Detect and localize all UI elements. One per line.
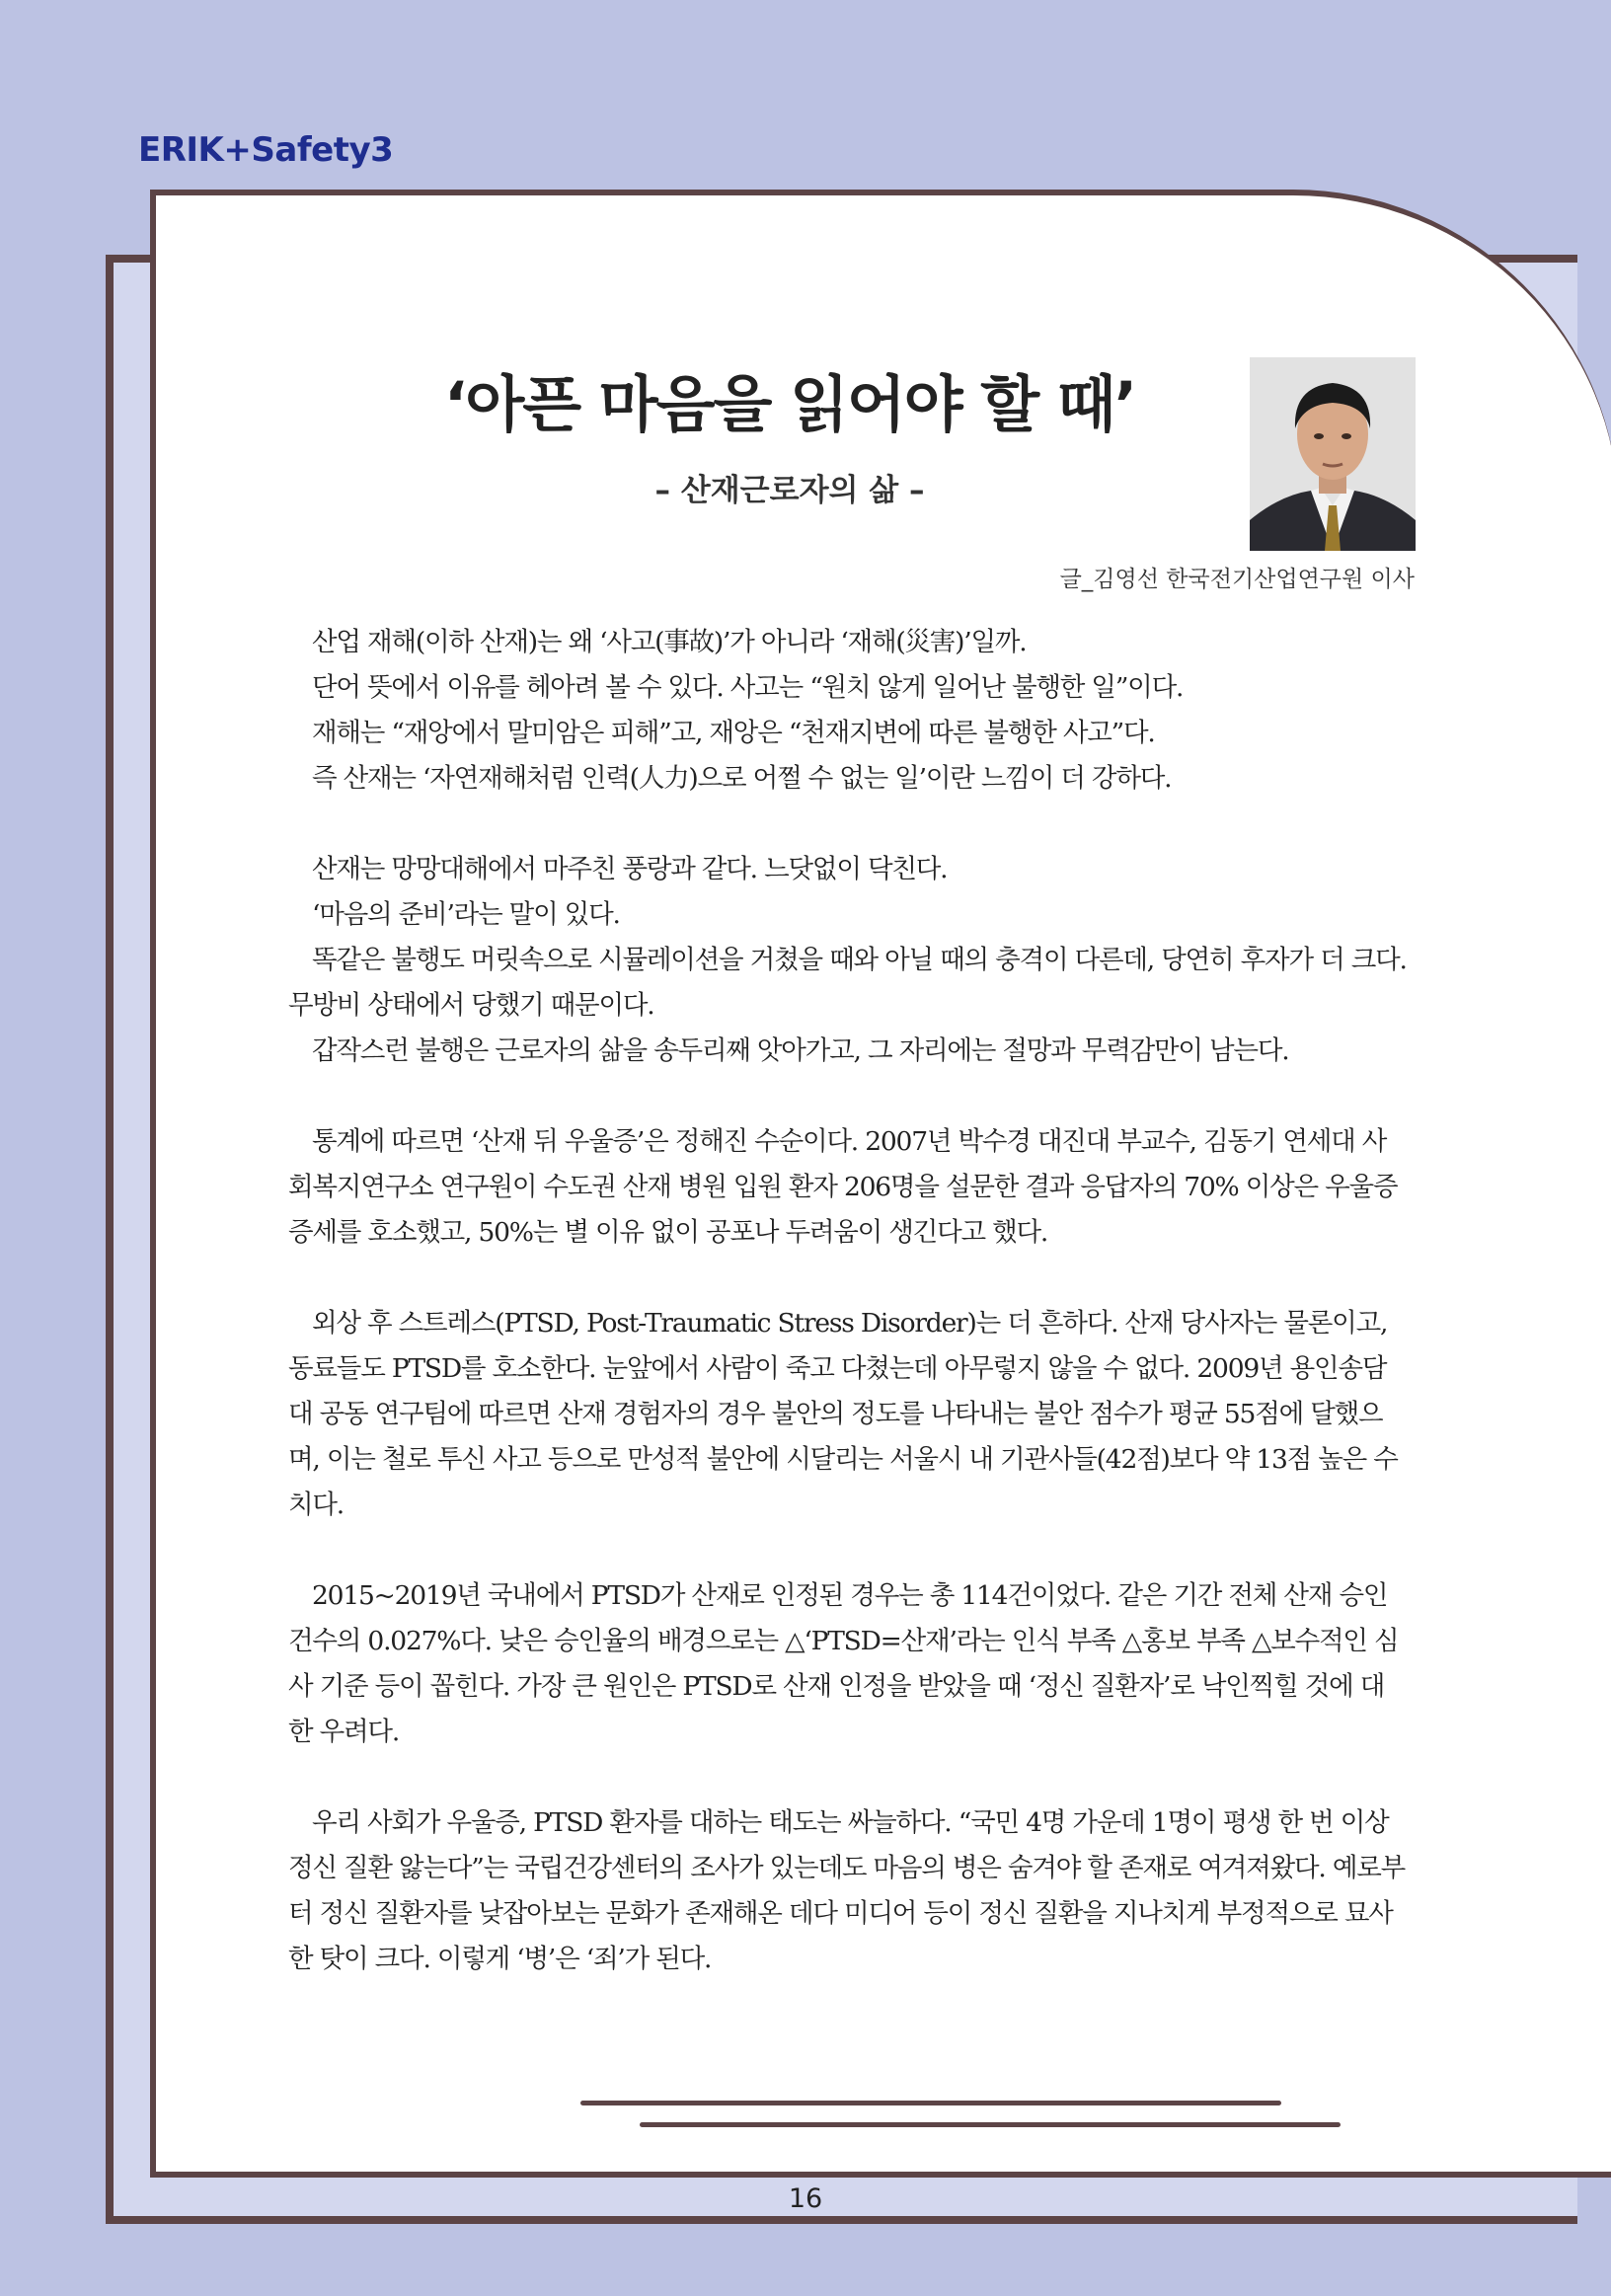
paragraph-line: 외상 후 스트레스(PTSD, Post-Traumatic Stress Disorder)는 더 흔하다. 산재 당사자는 물론이고, 동료들도 PTSD를 호소한다. 눈앞에서 사람이 죽고 다쳤는데 아무렇지 않을 수 없다. 2009년 용인송담대 공동 연구팀에 따르면 산재 경험자의 경우 불안의 정도를 나타내는 불안 점수가 평균 55점에 달했으며, 이는 철로 투신 사고 등으로 만성적 불안에 시달리는 서울시 내 기관사들(42점)보다 약 13점 높은 수치다. xyxy=(288,1308,1398,1520)
article-paragraph xyxy=(288,847,1408,1074)
article-paragraph xyxy=(288,1800,1408,1982)
paragraph-line: 즉 산재는 ‘자연재해처럼 인력(人力)으로 어쩔 수 없는 일’이란 느낌이 더 강하다. xyxy=(312,763,1172,794)
article-heading xyxy=(296,355,1283,509)
magazine-brand xyxy=(138,130,393,170)
page-number: 16 xyxy=(788,2183,823,2214)
paragraph-line: 갑작스런 불행은 근로자의 삶을 송두리째 앗아가고, 그 자리에는 절망과 무력감만이 남는다. xyxy=(312,1035,1289,1066)
article-title: ‘아픈 마음을 읽어야 할 때’ xyxy=(443,368,1136,440)
author-photo xyxy=(1250,357,1416,551)
article-paragraph xyxy=(288,1573,1408,1755)
article-paragraph xyxy=(288,620,1408,802)
brand-main: ERIK xyxy=(138,130,224,170)
paragraph-line: 산재는 망망대해에서 마주친 풍랑과 같다. 느닷없이 닥친다. xyxy=(312,854,948,884)
brand-plus: + xyxy=(223,130,252,170)
article-paragraph xyxy=(288,1301,1408,1528)
paragraph-line: 2015~2019년 국내에서 PTSD가 산재로 인정된 경우는 총 114건이었다. 같은 기간 전체 산재 승인 건수의 0.027%다. 낮은 승인율의 배경으로는 △‘PTSD=산재’라는 인식 부족 △홍보 부족 △보수적인 심사 기준 등이 꼽힌다. 가장 큰 원인은 PTSD로 산재 인정을 받았을 때 ‘정신 질환자’로 낙인찍힐 것에 대한 우려다. xyxy=(288,1580,1399,1747)
paragraph-line: 산업 재해(이하 산재)는 왜 ‘사고(事故)’가 아니라 ‘재해(災害)’일까. xyxy=(312,627,1027,657)
paragraph-line: 통계에 따르면 ‘산재 뒤 우울증’은 정해진 수순이다. 2007년 박수경 대진대 부교수, 김동기 연세대 사회복지연구소 연구원이 수도권 산재 병원 입원 환자 206명을 설문한 결과 응답자의 70% 이상은 우울증 증세를 호소했고, 50%는 별 이유 없이 공포나 두려움이 생긴다고 했다. xyxy=(288,1126,1398,1248)
author-portrait-icon xyxy=(1250,357,1416,551)
paragraph-line: 우리 사회가 우울증, PTSD 환자를 대하는 태도는 싸늘하다. “국민 4명 가운데 1명이 평생 한 번 이상 정신 질환 앓는다”는 국립건강센터의 조사가 있는데도 마음의 병은 숨겨야 할 존재로 여겨져왔다. 예로부터 정신 질환자를 낮잡아보는 문화가 존재해온 데다 미디어 등이 정신 질환을 지나치게 부정적으로 묘사한 탓이 크다. 이렇게 ‘병’은 ‘죄’가 된다. xyxy=(288,1807,1406,1974)
article-subtitle: – 산재근로자의 삶 – xyxy=(654,473,925,508)
footer-line-bottom xyxy=(640,2122,1341,2127)
paragraph-line: 똑같은 불행도 머릿속으로 시뮬레이션을 거쳤을 때와 아닐 때의 충격이 다른데, 당연히 후자가 더 크다. 무방비 상태에서 당했기 때문이다. xyxy=(288,945,1407,1021)
article-body xyxy=(288,620,1408,2028)
author-credit: 글_김영선 한국전기산업연구원 이사 xyxy=(1059,567,1415,592)
paragraph-line: ‘마음의 준비’라는 말이 있다. xyxy=(312,899,620,930)
brand-tail: Safety3 xyxy=(251,130,394,170)
footer-line-top xyxy=(580,2101,1281,2105)
paragraph-line: 단어 뜻에서 이유를 헤아려 볼 수 있다. 사고는 “원치 않게 일어난 불행한 일”이다. xyxy=(312,672,1184,703)
article-paragraph xyxy=(288,1119,1408,1256)
paragraph-line: 재해는 “재앙에서 말미암은 피해”고, 재앙은 “천재지변에 따른 불행한 사고”다. xyxy=(312,718,1155,748)
